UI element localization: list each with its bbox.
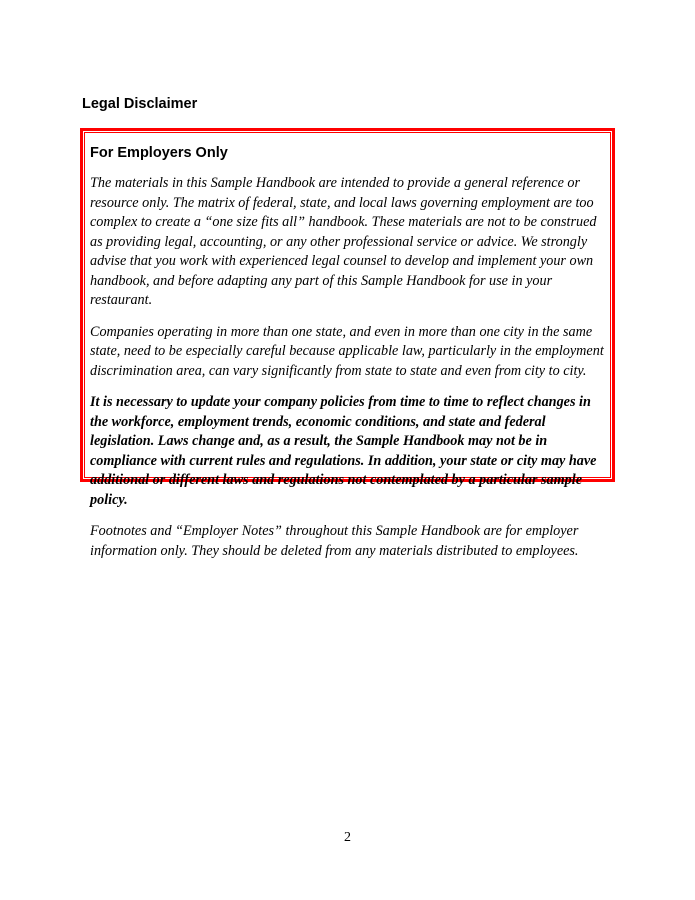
page-number: 2	[344, 830, 351, 845]
employer-notice-box	[80, 128, 615, 559]
notice-paragraph-multi-state: Companies operating in more than one state, and even in more than one city in the same state, need to be especially careful because applicable law, particularly in the employment discrimination area, can vary significantly from state to state and even from city to city.	[90, 323, 604, 379]
notice-paragraph-footnotes: Footnotes and “Employer Notes” throughout this Sample Handbook are for employer information only. They should be deleted from any materials distributed to employees.	[90, 523, 579, 559]
notice-title: For Employers Only	[90, 145, 228, 161]
notice-paragraph-update-policies: It is necessary to update your company policies from time to time to reflect changes in the workforce, employment trends, economic conditions, and state and federal legislation. Laws change and, as a result, the Sample Handbook may not be in compliance with current rules and regulations. In addition, your state or city may have additional or different laws and regulations not contemplated by a particular sample policy.	[90, 394, 597, 508]
section-title: Legal Disclaimer	[82, 96, 198, 112]
employer-notice-box-inner	[84, 132, 611, 559]
notice-paragraph-general-reference: The materials in this Sample Handbook are intended to provide a general reference or resource only. The matrix of federal, state, and local laws governing employment are too complex to create a “one size fits all” handbook. These materials are not to be construed as providing legal, accounting, or any other professional service or advice. We strongly advise that you work with experienced legal counsel to develop and implement your own handbook, and before adapting any part of this Sample Handbook for use in your restaurant.	[90, 175, 597, 308]
